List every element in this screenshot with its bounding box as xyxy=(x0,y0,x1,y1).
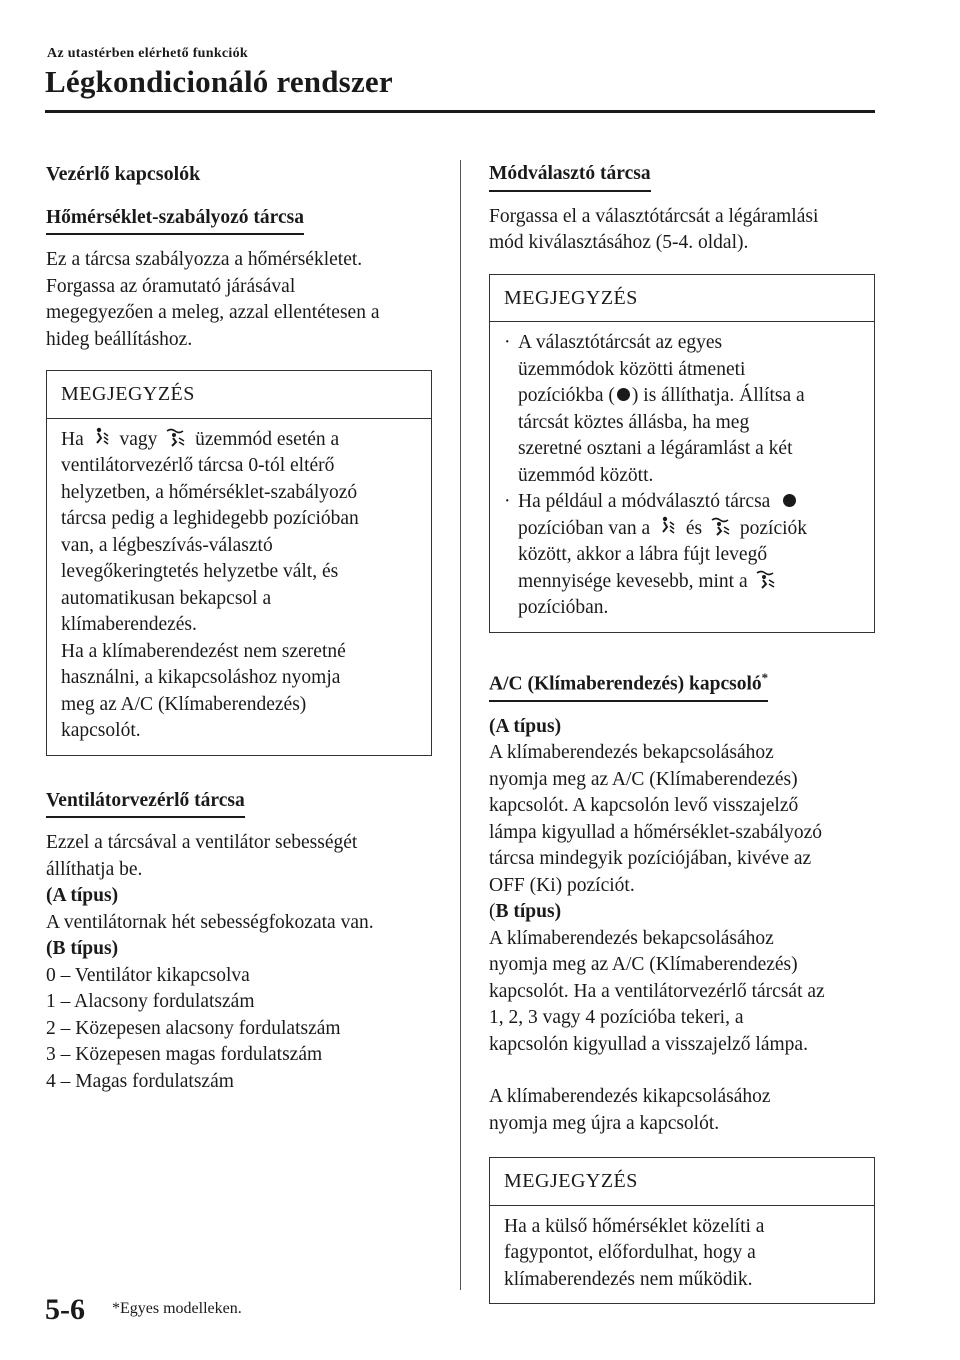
type-b-text: B típus) xyxy=(495,901,562,922)
feet-mode-icon xyxy=(92,427,112,447)
temp-dial-heading: Hőmérséklet-szabályozó tárcsa xyxy=(46,205,304,236)
note-line: levegőkeringtetés helyzetbe vált, és xyxy=(61,561,339,582)
fan-speed-item: 0 – Ventilátor kikapcsolva xyxy=(46,964,250,986)
text-line: A klímaberendezés bekapcsolásához xyxy=(489,742,774,763)
text-line: lámpa kigyullad a hőmérséklet-szabályozó xyxy=(489,821,823,843)
right-column xyxy=(489,161,875,1304)
text-line: nyomja meg újra a kapcsolót. xyxy=(489,1112,720,1134)
fan-speed-item: 4 – Magas fordulatszám xyxy=(46,1070,234,1092)
feet-defrost-mode-icon xyxy=(755,569,777,589)
text-line: hideg beállításhoz. xyxy=(46,328,193,350)
ac-switch-text xyxy=(489,714,875,1138)
intermediate-position-dot-icon xyxy=(617,388,630,401)
note-line xyxy=(518,489,862,516)
note-line xyxy=(518,383,862,410)
bullet-dot: · xyxy=(504,491,511,512)
note-word: pozíciókba ( xyxy=(518,385,615,406)
page-title: Légkondicionáló rendszer xyxy=(45,64,393,99)
note-title: MEGJEGYZÉS xyxy=(47,371,431,419)
text-line: Ez a tárcsa szabályozza a hőmérsékletet. xyxy=(46,249,363,270)
note-box-recirculation xyxy=(46,370,432,756)
text-line: 1, 2, 3 vagy 4 pozícióba tekeri, a xyxy=(489,1007,744,1028)
note-title: MEGJEGYZÉS xyxy=(490,275,874,323)
type-b-label: (B típus) xyxy=(46,938,119,959)
note-line: tárcsa pedig a leghidegebb pozícióban xyxy=(61,508,359,529)
note-line: üzemmódok közötti átmeneti xyxy=(518,358,746,380)
note-line: van, a légbeszívás-választó xyxy=(61,534,273,556)
note-word: Ha például a módválasztó tárcsa xyxy=(518,491,771,512)
text-line: megegyezően a meleg, azzal ellentétesen a xyxy=(46,302,380,323)
text-line: nyomja meg az A/C (Klímaberendezés) xyxy=(489,768,798,790)
note-word: üzemmód esetén a xyxy=(195,428,340,450)
note-line: tárcsát köztes állásba, ha meg xyxy=(518,411,750,433)
note-line: klímaberendezés. xyxy=(61,614,197,635)
text-line: tárcsa mindegyik pozíciójában, kivéve az xyxy=(489,848,812,869)
note-line: üzemmód között. xyxy=(518,464,654,486)
text-line: Ezzel a tárcsával a ventilátor sebességét xyxy=(46,832,358,853)
type-a-label: (A típus) xyxy=(46,885,119,906)
note-line xyxy=(61,427,419,454)
text-line: A klímaberendezés bekapcsolásához xyxy=(489,927,774,949)
feet-defrost-mode-icon xyxy=(165,427,187,447)
note-bullet xyxy=(490,330,862,489)
type-b-label xyxy=(489,899,875,926)
note-line xyxy=(518,516,862,543)
text-line: kapcsolót. A kapcsolón levő visszajelző xyxy=(489,795,799,816)
text-line: kapcsolón kigyullad a visszajelző lámpa. xyxy=(489,1033,808,1055)
paren: ( xyxy=(489,901,496,922)
note-line: fagypontot, előfordulhat, hogy a xyxy=(504,1242,756,1263)
note-word: ) is állíthatja. Állítsa a xyxy=(631,385,805,406)
text-line: A ventilátornak hét sebességfokozata van. xyxy=(46,911,374,933)
fan-dial-heading: Ventilátorvezérlő tárcsa xyxy=(46,788,245,819)
section-kicker: Az utastérben elérhető funkciók xyxy=(47,46,248,61)
feet-mode-icon xyxy=(658,516,678,536)
note-word: pozíciók xyxy=(739,517,808,539)
column-divider xyxy=(460,160,461,1290)
note-line: A választótárcsát az egyes xyxy=(518,332,723,353)
note-word: Ha xyxy=(61,428,84,450)
note-word: vagy xyxy=(119,428,158,450)
note-line: között, akkor a lábra fújt levegő xyxy=(518,544,768,565)
text-line: Forgassa az óramutató járásával xyxy=(46,275,296,297)
feet-defrost-mode-icon xyxy=(710,516,732,536)
ac-switch-heading xyxy=(489,665,768,702)
type-a-label: (A típus) xyxy=(489,715,562,737)
note-box-mode xyxy=(489,274,875,633)
note-line: Ha a külső hőmérséklet közelíti a xyxy=(504,1215,765,1237)
mode-dial-text xyxy=(489,204,875,257)
note-word: és xyxy=(685,517,703,539)
ac-heading-text: A/C (Klímaberendezés) kapcsoló xyxy=(489,673,762,694)
note-bullet xyxy=(490,489,862,622)
note-box-freezing xyxy=(489,1157,875,1304)
note-word: mennyisége kevesebb, mint a xyxy=(518,570,748,592)
controls-heading: Vezérlő kapcsolók xyxy=(46,163,201,185)
note-line: automatikusan bekapcsol a xyxy=(61,587,272,609)
note-line: pozícióban. xyxy=(518,597,609,618)
note-line: használni, a kikapcsoláshoz nyomja xyxy=(61,667,341,688)
note-line: Ha a klímaberendezést nem szeretné xyxy=(61,640,346,662)
intermediate-position-dot-icon xyxy=(783,494,796,507)
temp-dial-text xyxy=(46,247,432,353)
text-line: mód kiválasztásához (5-4. oldal). xyxy=(489,232,749,253)
note-line: ventilátorvezérlő tárcsa 0-tól eltérő xyxy=(61,455,335,476)
note-line: helyzetben, a hőmérséklet-szabályozó xyxy=(61,481,358,503)
footnote: *Egyes modelleken. xyxy=(112,1300,242,1317)
note-line: kapcsolót. xyxy=(61,720,141,741)
page-number: 5-6 xyxy=(45,1293,85,1326)
title-rule xyxy=(45,110,875,113)
fan-speed-item: 1 – Alacsony fordulatszám xyxy=(46,991,255,1012)
text-line: nyomja meg az A/C (Klímaberendezés) xyxy=(489,954,798,975)
fan-speed-item: 2 – Közepesen alacsony fordulatszám xyxy=(46,1017,341,1039)
fan-dial-text xyxy=(46,830,432,1095)
note-line: szeretné osztani a légáramlást a két xyxy=(518,438,793,459)
left-column xyxy=(46,161,432,1095)
text-line: Forgassa el a választótárcsát a légáramlási xyxy=(489,205,819,227)
note-title: MEGJEGYZÉS xyxy=(490,1158,874,1206)
mode-dial-heading: Módválasztó tárcsa xyxy=(489,161,651,192)
note-line xyxy=(518,569,862,596)
fan-speed-item: 3 – Közepesen magas fordulatszám xyxy=(46,1044,323,1065)
note-line: meg az A/C (Klímaberendezés) xyxy=(61,693,307,715)
note-word: pozícióban van a xyxy=(518,517,651,539)
text-line: OFF (Ki) pozíciót. xyxy=(489,874,635,896)
bullet-dot: · xyxy=(504,332,511,353)
text-line: állíthatja be. xyxy=(46,858,143,880)
text-line: A klímaberendezés kikapcsolásához xyxy=(489,1086,771,1107)
text-line: kapcsolót. Ha a ventilátorvezérlő tárcsát az xyxy=(489,980,825,1002)
asterisk: * xyxy=(761,669,769,685)
note-line: klímaberendezés nem működik. xyxy=(504,1268,753,1290)
